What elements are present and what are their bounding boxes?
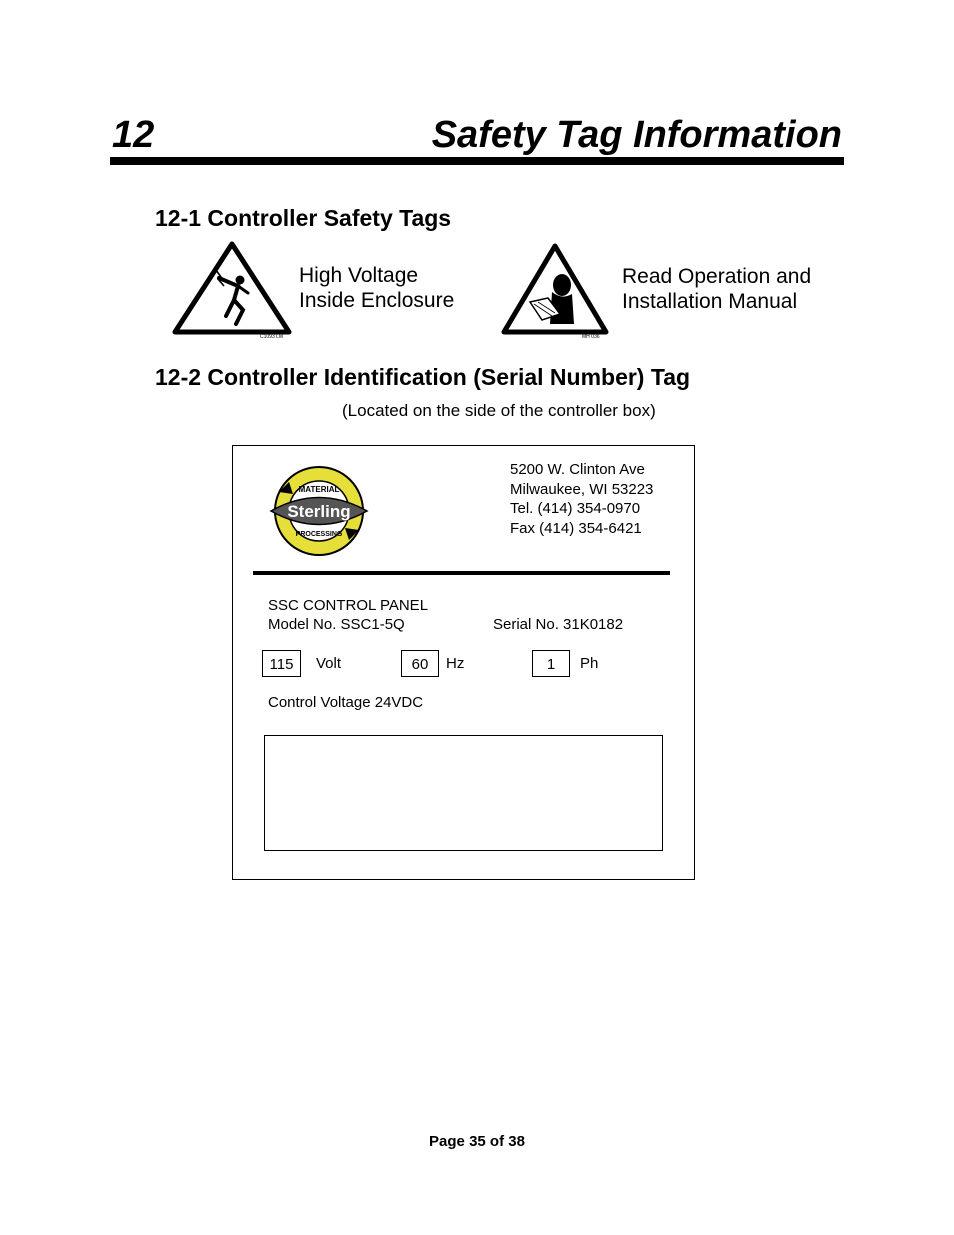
tag-label-line2: Inside Enclosure bbox=[299, 289, 455, 312]
tag-label-line1: Read Operation and bbox=[622, 265, 812, 288]
blank-notes-box bbox=[264, 735, 663, 851]
voltage-unit: Volt bbox=[316, 655, 342, 672]
section-caption: (Located on the side of the controller box) bbox=[342, 401, 656, 420]
chapter-divider bbox=[110, 157, 844, 165]
tag-label-line2: Installation Manual bbox=[622, 290, 798, 313]
tag-label-line1: High Voltage bbox=[299, 264, 419, 287]
logo-brand-text: Sterling bbox=[287, 502, 351, 521]
chapter-number: 12 bbox=[112, 114, 155, 156]
chapter-title: Safety Tag Information bbox=[431, 114, 842, 156]
panel-name: SSC CONTROL PANEL bbox=[268, 597, 429, 614]
section-heading-safety-tags: 12-1 Controller Safety Tags bbox=[155, 205, 452, 231]
page-number: Page 35 of 38 bbox=[429, 1133, 525, 1150]
control-voltage: Control Voltage 24VDC bbox=[268, 694, 424, 711]
phase-unit: Ph bbox=[580, 655, 599, 672]
frequency-value-box: 60 bbox=[401, 650, 439, 677]
voltage-value-box: 115 bbox=[262, 650, 301, 677]
sterling-logo bbox=[265, 462, 373, 560]
svg-text:C1093 LM: C1093 LM bbox=[260, 334, 284, 340]
logo-top-text: MATERIAL bbox=[298, 485, 340, 494]
serial-number: Serial No. 31K0182 bbox=[493, 616, 624, 633]
svg-text:MH 036: MH 036 bbox=[582, 334, 600, 340]
fax-line: Fax (414) 354-6421 bbox=[510, 520, 642, 537]
address-line: 5200 W. Clinton Ave bbox=[510, 461, 645, 478]
section-heading-serial-tag: 12-2 Controller Identification (Serial Number) Tag bbox=[155, 364, 691, 390]
tag-divider bbox=[253, 571, 670, 575]
phone-line: Tel. (414) 354-0970 bbox=[510, 500, 641, 517]
high-voltage-warning-icon bbox=[172, 240, 296, 340]
frequency-unit: Hz bbox=[446, 655, 465, 672]
phase-value-box: 1 bbox=[532, 650, 570, 677]
read-manual-warning-icon bbox=[500, 240, 624, 340]
logo-bottom-text: PROCESSING bbox=[295, 531, 343, 538]
address-line: Milwaukee, WI 53223 bbox=[510, 481, 654, 498]
model-number: Model No. SSC1-5Q bbox=[268, 616, 405, 633]
